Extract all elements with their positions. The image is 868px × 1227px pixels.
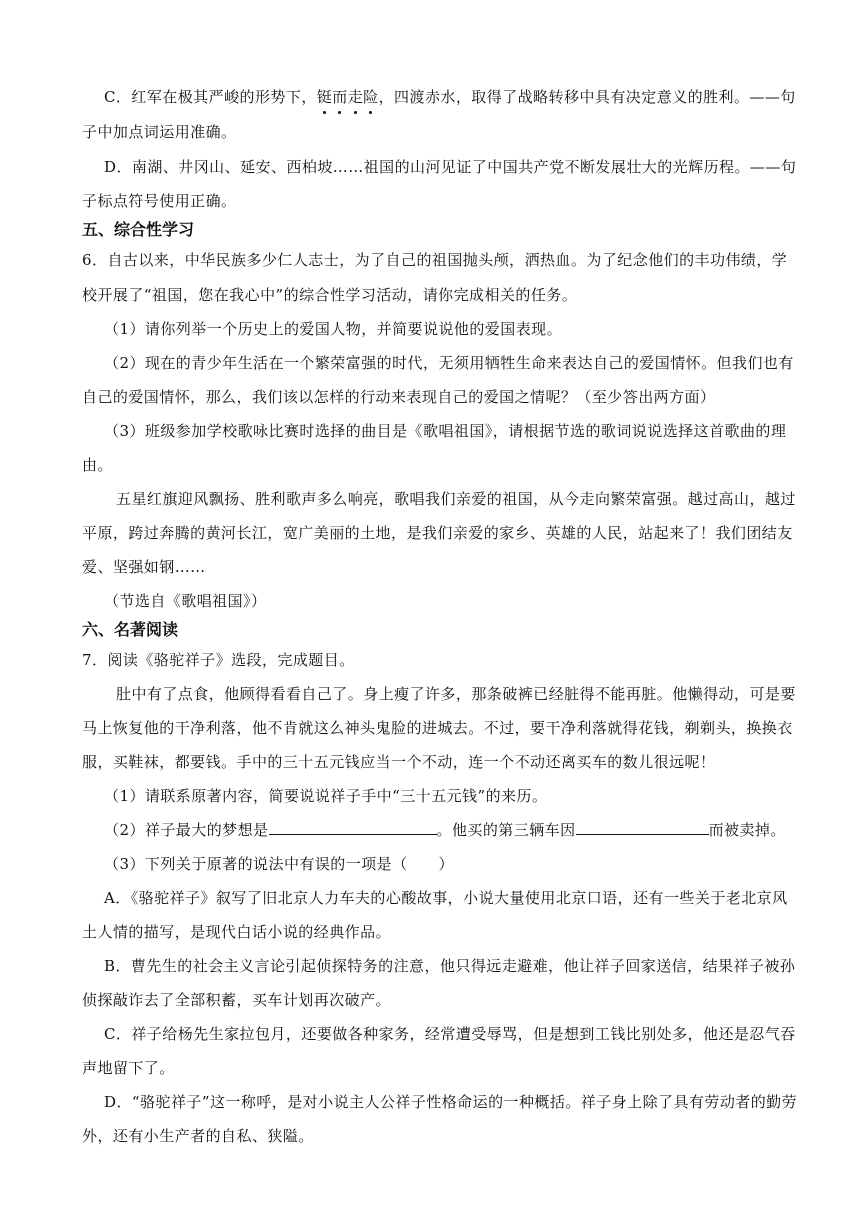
q7-option-c-line2: 声地留下了。 bbox=[82, 1059, 175, 1077]
lyrics-line3: 爱、坚强如钢…… bbox=[82, 558, 206, 576]
q6-sub2-line1: （2）现在的青少年生活在一个繁荣富强的时代，无须用牺牲生命来表达自己的爱国情怀。但我们也有 bbox=[104, 354, 794, 372]
q7-option-b-line2: 侦探敲诈去了全部积蓄，买车计划再次破产。 bbox=[82, 991, 392, 1009]
q6-sub3-line1: （3）班级参加学校歌咏比赛时选择的曲目是《歌唱祖国》，请根据节选的歌词说说选择这首歌曲的理 bbox=[104, 422, 787, 440]
dotted-word bbox=[317, 88, 379, 106]
answer-blank-reason[interactable] bbox=[576, 820, 709, 835]
option-c-text: C．红军在极其严峻的形势下， bbox=[104, 88, 317, 106]
option-d-line1: D．南湖、井冈山、延安、西柏坡……祖国的山河见证了中国共产党不断发展壮大的光辉历程。——句 bbox=[104, 158, 797, 176]
q7-sub1: （1）请联系原著内容，简要说说祥子手中“三十五元钱”的来历。 bbox=[104, 787, 548, 805]
q7-sub2 bbox=[104, 819, 786, 841]
q7-option-c-line1: C．祥子给杨先生家拉包月，还要做各种家务，经常遭受辱骂，但是想到工钱比别处多，他还是忍气吞 bbox=[104, 1025, 796, 1043]
q7-sub3: （3）下列关于原著的说法中有误的一项是（ ） bbox=[104, 855, 454, 873]
section6-heading: 六、名著阅读 bbox=[82, 620, 179, 639]
lyrics-line2: 平原，跨过奔腾的黄河长江，宽广美丽的土地，是我们亲爱的家乡、英雄的人民，站起来了！我们团结友 bbox=[82, 524, 793, 542]
q7-option-b-line1: B．曹先生的社会主义言论引起侦探特务的注意，他只得远走避难，他让祥子回家送信，结果祥子被孙 bbox=[104, 957, 796, 975]
option-c-rest: ，四渡赤水，取得了战略转移中具有决定意义的胜利。——句 bbox=[378, 88, 796, 106]
passage-line1: 肚中有了点食，他顾得看看自己了。身上瘦了许多，那条破裤已经脏得不能再脏。他懒得动，可是要 bbox=[116, 685, 796, 703]
q6-line2: 校开展了“祖国，您在我心中”的综合性学习活动，请你完成相关的任务。 bbox=[82, 286, 578, 304]
section5-heading: 五、综合性学习 bbox=[82, 220, 195, 239]
q7-option-a-line1: A．《骆驼祥子》叙写了旧北京人力车夫的心酸故事，小说大量使用北京口语，还有一些关于老北京风 bbox=[104, 889, 788, 907]
q7-option-a-line2: 土人情的描写，是现代白话小说的经典作品。 bbox=[82, 923, 392, 941]
dotted-char: 铤 bbox=[316, 88, 333, 106]
q6-sub1: （1）请你列举一个历史上的爱国人物，并简要说说他的爱国表现。 bbox=[104, 320, 563, 338]
answer-blank-dream[interactable] bbox=[269, 820, 437, 835]
q7-sub2-part-a: （2）祥子最大的梦想是 bbox=[104, 821, 269, 839]
passage-line3: 服，买鞋袜，都要钱。手中的三十五元钱应当一个不动，连一个不动还离买车的数儿很远呢！ bbox=[82, 753, 716, 771]
q7-option-d-line2: 外，还有小生产者的自私、狭隘。 bbox=[82, 1127, 314, 1145]
option-c-line1 bbox=[104, 86, 796, 108]
option-c-line2: 子中加点词运用准确。 bbox=[82, 123, 237, 141]
dotted-char: 险 bbox=[363, 88, 379, 106]
passage-line2: 马上恢复他的干净利落，他不肯就这么神头鬼脸的进城去。不过，要干净利落就得花钱，剃剃头，换换衣 bbox=[82, 719, 793, 737]
q7-sub2-part-c: 而被卖掉。 bbox=[708, 821, 786, 839]
lyrics-source: （节选自《歌唱祖国》） bbox=[104, 592, 267, 610]
q7-sub2-part-b: 。他买的第三辆车因 bbox=[436, 821, 576, 839]
dotted-char: 而 bbox=[332, 88, 348, 106]
q7-stem: 7．阅读《骆驼祥子》选段，完成题目。 bbox=[82, 651, 355, 669]
q6-sub3-line2: 由。 bbox=[82, 456, 113, 474]
q7-option-d-line1: D．“骆驼祥子”这一称呼，是对小说主人公祥子性格命运的一种概括。祥子身上除了具有劳动者的勤劳 bbox=[104, 1093, 798, 1111]
option-d-line2: 子标点符号使用正确。 bbox=[82, 192, 237, 210]
lyrics-line1: 五星红旗迎风飘扬、胜利歌声多么响亮，歌唱我们亲爱的祖国，从今走向繁荣富强。越过高山，越过 bbox=[116, 490, 796, 508]
dotted-char: 走 bbox=[347, 88, 364, 106]
q6-line1: 6．自古以来，中华民族多少仁人志士，为了自己的祖国抛头颅，洒热血。为了纪念他们的丰功伟绩，学 bbox=[82, 251, 788, 269]
q6-sub2-line2: 自己的爱国情怀，那么，我们该以怎样的行动来表现自己的爱国之情呢？（至少答出两方面） bbox=[82, 388, 716, 406]
